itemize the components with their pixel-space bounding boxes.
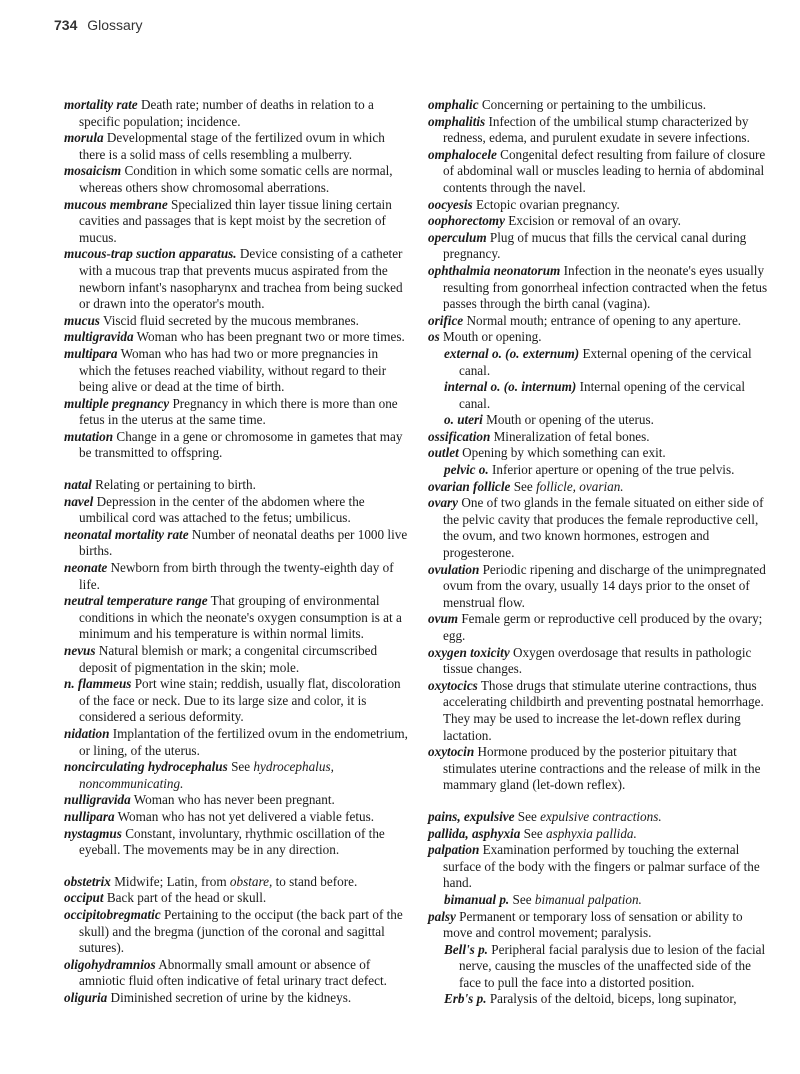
entry-definition: Natural blemish or mark; a congenital circumscribed deposit of pigmentation in the skin; mole.	[79, 643, 378, 675]
entry-definition: See	[523, 825, 543, 841]
glossary-entry	[428, 611, 772, 644]
glossary-entry	[64, 726, 408, 759]
entry-definition: Permanent or temporary loss of sensation or ability to move and control movement; paralysis.	[443, 908, 743, 941]
entry-definition: Examination performed by touching the external surface of the body with the fingers or palmar surface of the hand.	[443, 842, 760, 891]
glossary-entry	[64, 792, 408, 809]
entry-definition: Diminished secretion of urine by the kidneys.	[110, 989, 352, 1005]
glossary-entry	[64, 97, 408, 130]
section-title: Glossary	[87, 17, 143, 33]
entry-term: neonatal mortality rate	[64, 526, 189, 542]
entry-term: omphalitis	[428, 113, 486, 129]
entry-term: multiple pregnancy	[64, 395, 170, 411]
glossary-entry	[64, 907, 408, 957]
entry-definition: Mineralization of fetal bones.	[493, 428, 650, 444]
entry-definition: See	[513, 478, 533, 494]
glossary-entry	[64, 643, 408, 676]
entry-definition: Woman who has been pregnant two or more times.	[136, 329, 405, 345]
entry-definition: Depression in the center of the abdomen where the umbilical cord was attached to the fetus; umbilicus.	[79, 493, 365, 526]
glossary-entry	[64, 396, 408, 429]
entry-cross-reference: asphyxia pallida.	[545, 825, 637, 841]
glossary-entry	[64, 130, 408, 163]
entry-term: multipara	[64, 345, 118, 361]
glossary-entry	[428, 942, 772, 992]
entry-term: oocyesis	[428, 196, 473, 212]
glossary-entry	[64, 890, 408, 907]
glossary-entry	[428, 97, 772, 114]
page-number: 734	[54, 17, 78, 33]
glossary-entry	[428, 678, 772, 744]
entry-term: o. uteri	[444, 412, 483, 428]
entry-term: ossification	[428, 428, 491, 444]
entry-definition: One of two glands in the female situated on either side of the pelvic cavity that produces the female reproductive cell, the ovum, and two known hormones, estrogen and progesterone.	[443, 495, 764, 561]
entry-definition: External opening of the cervical canal.	[459, 345, 752, 378]
entry-term: pains, expulsive	[428, 808, 515, 824]
entry-definition: Abnormally small amount or absence of amniotic fluid often indicative of fetal urinary tract defect.	[79, 956, 387, 989]
glossary-entry	[64, 246, 408, 312]
entry-definition: Newborn from birth through the twenty-eighth day of life.	[79, 560, 394, 592]
entry-definition: Inferior aperture or opening of the true pelvis.	[491, 462, 735, 478]
right-column	[428, 97, 772, 1008]
glossary-entry	[64, 329, 408, 346]
entry-term: nulligravida	[64, 792, 131, 808]
entry-term: palpation	[428, 842, 480, 858]
entry-term: bimanual p.	[444, 891, 510, 907]
entry-term: internal o. (o. internum)	[444, 379, 577, 395]
entry-definition: Congenital defect resulting from failure of closure of abdominal wall or muscles leading to hernia of abdominal contents through the navel.	[443, 146, 766, 195]
entry-term: mosaicism	[64, 163, 122, 179]
entry-definition: That grouping of environmental conditions in which the neonate's oxygen consumption is at a minimum and his temperature is within normal limits.	[79, 593, 402, 642]
glossary-entry	[428, 809, 772, 826]
glossary-entry	[64, 494, 408, 527]
glossary-entry	[428, 346, 772, 379]
entry-definition: Change in a gene or chromosome in gametes that may be transmitted to offspring.	[79, 428, 403, 461]
entry-definition: Condition in which some somatic cells are normal, whereas others show chromosomal aberrations.	[79, 163, 393, 195]
entry-definition: Female germ or reproductive cell produced by the ovary; egg.	[443, 611, 763, 643]
glossary-entry	[428, 842, 772, 892]
entry-term: operculum	[428, 229, 487, 245]
entry-term: ovarian follicle	[428, 478, 511, 494]
entry-term: pelvic o.	[444, 462, 489, 478]
glossary-entry	[428, 495, 772, 561]
entry-term: multigravida	[64, 329, 134, 345]
glossary-entry	[428, 462, 772, 479]
entry-definition: Implantation of the fertilized ovum in the endometrium, or lining, of the uterus.	[79, 725, 408, 758]
entry-cross-reference: expulsive contractions.	[540, 808, 662, 824]
glossary-entry	[428, 213, 772, 230]
entry-definition: Midwife; Latin, from	[114, 873, 227, 889]
entry-definition: Normal mouth; entrance of opening to any aperture.	[466, 312, 742, 328]
entry-definition: Device consisting of a catheter with a mucous trap that prevents mucus aspirated from the newborn infant's nasopharynx and trachea from being sucked or drawn into the operator's mouth.	[79, 246, 403, 312]
entry-term: neutral temperature range	[64, 593, 208, 609]
entry-term: oxytocin	[428, 744, 475, 760]
entry-term: outlet	[428, 445, 459, 461]
entry-term: mucus	[64, 312, 100, 328]
entry-cross-reference: follicle, ovarian.	[536, 478, 624, 494]
entry-term: mucous-trap suction apparatus.	[64, 246, 237, 262]
entry-definition: Oxygen overdosage that results in pathologic tissue changes.	[443, 644, 752, 677]
entry-term: mutation	[64, 428, 114, 444]
glossary-entry	[64, 676, 408, 726]
glossary-entry	[428, 892, 772, 909]
glossary-entry	[64, 874, 408, 891]
entry-term: neonate	[64, 560, 108, 576]
entry-term: noncirculating hydrocephalus	[64, 759, 228, 775]
entry-definition: Woman who has never been pregnant.	[133, 792, 335, 808]
entry-definition-cont: to stand before.	[275, 873, 358, 889]
entry-definition: Woman who has had two or more pregnancies in which the fetuses reached viability, without regard to their being alive or dead at the time of birth.	[79, 345, 387, 395]
entry-term: omphalocele	[428, 146, 497, 162]
entry-term: nystagmus	[64, 825, 122, 841]
entry-definition: Back part of the head or skull.	[106, 890, 267, 906]
entry-definition: Excision or removal of an ovary.	[508, 213, 681, 229]
glossary-entry	[64, 593, 408, 643]
glossary-entry	[64, 429, 408, 462]
entry-term: external o. (o. externum)	[444, 345, 580, 361]
entry-definition: Internal opening of the cervical canal.	[459, 379, 746, 411]
entry-term: occiput	[64, 890, 104, 906]
glossary-entry	[428, 147, 772, 197]
entry-definition: Infection of the umbilical stump characterized by redness, edema, and purulent exudate in severe infections.	[443, 113, 750, 146]
entry-cross-reference: bimanual palpation.	[534, 891, 642, 907]
entry-definition: Constant, involuntary, rhythmic oscillation of the eyeball. The movements may be in any direction.	[79, 825, 385, 858]
glossary-entry	[428, 991, 772, 1008]
entry-term: oliguria	[64, 989, 108, 1005]
glossary-entry	[428, 826, 772, 843]
entry-term: ovulation	[428, 561, 480, 577]
entry-definition: Opening by which something can exit.	[462, 445, 666, 461]
entry-cross-reference: obstare,	[229, 873, 273, 889]
glossary-entry	[428, 909, 772, 942]
left-column	[64, 97, 408, 1006]
glossary-entry	[428, 412, 772, 429]
entry-term: occipitobregmatic	[64, 906, 161, 922]
entry-term: os	[428, 329, 440, 345]
entry-term: ophthalmia neonatorum	[428, 262, 561, 278]
glossary-entry	[428, 479, 772, 496]
entry-term: nullipara	[64, 808, 115, 824]
glossary-entry	[64, 957, 408, 990]
glossary-entry	[428, 313, 772, 330]
glossary-entry	[428, 263, 772, 313]
glossary-entry	[428, 744, 772, 794]
entry-term: obstetrix	[64, 873, 111, 889]
entry-term: n. flammeus	[64, 676, 132, 692]
entry-term: navel	[64, 493, 94, 509]
glossary-entry	[428, 114, 772, 147]
entry-definition: Viscid fluid secreted by the mucous membranes.	[102, 312, 359, 328]
section-gap	[428, 794, 772, 809]
entry-definition: Pertaining to the occiput (the back part of the skull) and the bregma (junction of the coronal and sagittal sutures).	[79, 906, 403, 956]
page-header	[54, 17, 142, 33]
entry-term: pallida, asphyxia	[428, 825, 521, 841]
entry-term: ovum	[428, 611, 459, 627]
glossary-entry	[428, 645, 772, 678]
glossary-entry	[64, 527, 408, 560]
entry-term: nevus	[64, 643, 96, 658]
entry-term: mortality rate	[64, 97, 138, 112]
entry-term: morula	[64, 130, 104, 146]
glossary-entry	[428, 429, 772, 446]
glossary-entry	[64, 560, 408, 593]
glossary-entry	[64, 759, 408, 792]
glossary-entry	[428, 230, 772, 263]
entry-term: ovary	[428, 495, 459, 511]
entry-definition: Relating or pertaining to birth.	[95, 477, 256, 493]
entry-term: oophorectomy	[428, 213, 505, 229]
glossary-entry	[64, 163, 408, 196]
glossary-entry	[64, 990, 408, 1007]
entry-definition: Developmental stage of the fertilized ovum in which there is a solid mass of cells resembling a mulberry.	[79, 130, 385, 162]
entry-definition: Number of neonatal deaths per 1000 live births.	[79, 526, 408, 559]
entry-definition: Hormone produced by the posterior pituitary that stimulates uterine contractions and the release of milk in the mammary gland (let-down reflex).	[443, 744, 761, 793]
entry-definition: Port wine stain; reddish, usually flat, discoloration of the face or neck. Due to its large size and color, it is considered a serious deformity.	[79, 676, 401, 725]
entry-term: Erb's p.	[444, 991, 487, 1007]
entry-definition: Mouth or opening.	[443, 329, 542, 345]
glossary-entry	[428, 562, 772, 612]
entry-term: oxytocics	[428, 677, 478, 693]
glossary-entry	[64, 809, 408, 826]
glossary-entry	[64, 346, 408, 396]
glossary-entry	[64, 313, 408, 330]
entry-term: nidation	[64, 725, 110, 741]
entry-term: mucous membrane	[64, 196, 168, 212]
entry-definition: Plug of mucus that fills the cervical canal during pregnancy.	[443, 229, 747, 262]
entry-definition: See	[231, 759, 251, 775]
entry-term: Bell's p.	[444, 941, 488, 957]
section-gap	[64, 859, 408, 874]
entry-term: omphalic	[428, 97, 479, 112]
entry-definition: Paralysis of the deltoid, biceps, long supinator,	[489, 991, 737, 1007]
entry-definition: Those drugs that stimulate uterine contractions, thus accelerating childbirth and preventing postnatal hemorrhage. They may be used to increase the let-down reflex during lactation.	[443, 677, 764, 743]
entry-definition: Concerning or pertaining to the umbilicus.	[481, 97, 707, 112]
entry-definition: Mouth or opening of the uterus.	[486, 412, 654, 428]
glossary-entry	[428, 329, 772, 346]
entry-term: natal	[64, 477, 92, 493]
section-gap	[64, 462, 408, 477]
entry-term: palsy	[428, 908, 456, 924]
glossary-entry	[428, 445, 772, 462]
glossary-entry	[428, 379, 772, 412]
entry-definition: See	[512, 891, 532, 907]
entry-term: oligohydramnios	[64, 956, 156, 972]
entry-definition: Death rate; number of deaths in relation to a specific population; incidence.	[79, 97, 374, 129]
glossary-entry	[64, 477, 408, 494]
entry-definition: Specialized thin layer tissue lining certain cavities and passages that is kept moist by the secretion of mucus.	[79, 196, 392, 245]
entry-definition: Periodic ripening and discharge of the unimpregnated ovum from the ovary, usually 14 days prior to the onset of menstrual flow.	[443, 561, 766, 610]
entry-definition: Ectopic ovarian pregnancy.	[475, 196, 620, 212]
glossary-entry	[64, 826, 408, 859]
entry-term: orifice	[428, 312, 464, 328]
entry-definition: Pregnancy in which there is more than one fetus in the uterus at the same time.	[79, 395, 398, 428]
glossary-entry	[428, 197, 772, 214]
entry-cross-reference: hydrocephalus, noncommunicating.	[79, 759, 334, 791]
entry-definition: See	[517, 808, 537, 824]
entry-definition: Infection in the neonate's eyes usually resulting from gonorrheal infection contracted when the fetus passes through the birth canal (vagina).	[443, 262, 768, 312]
entry-definition: Peripheral facial paralysis due to lesion of the facial nerve, causing the muscles of the unaffected side of the face to pull the face into a distorted position.	[459, 941, 766, 990]
entry-definition: Woman who has not yet delivered a viable fetus.	[117, 808, 375, 824]
glossary-entry	[64, 197, 408, 247]
entry-term: oxygen toxicity	[428, 644, 510, 660]
